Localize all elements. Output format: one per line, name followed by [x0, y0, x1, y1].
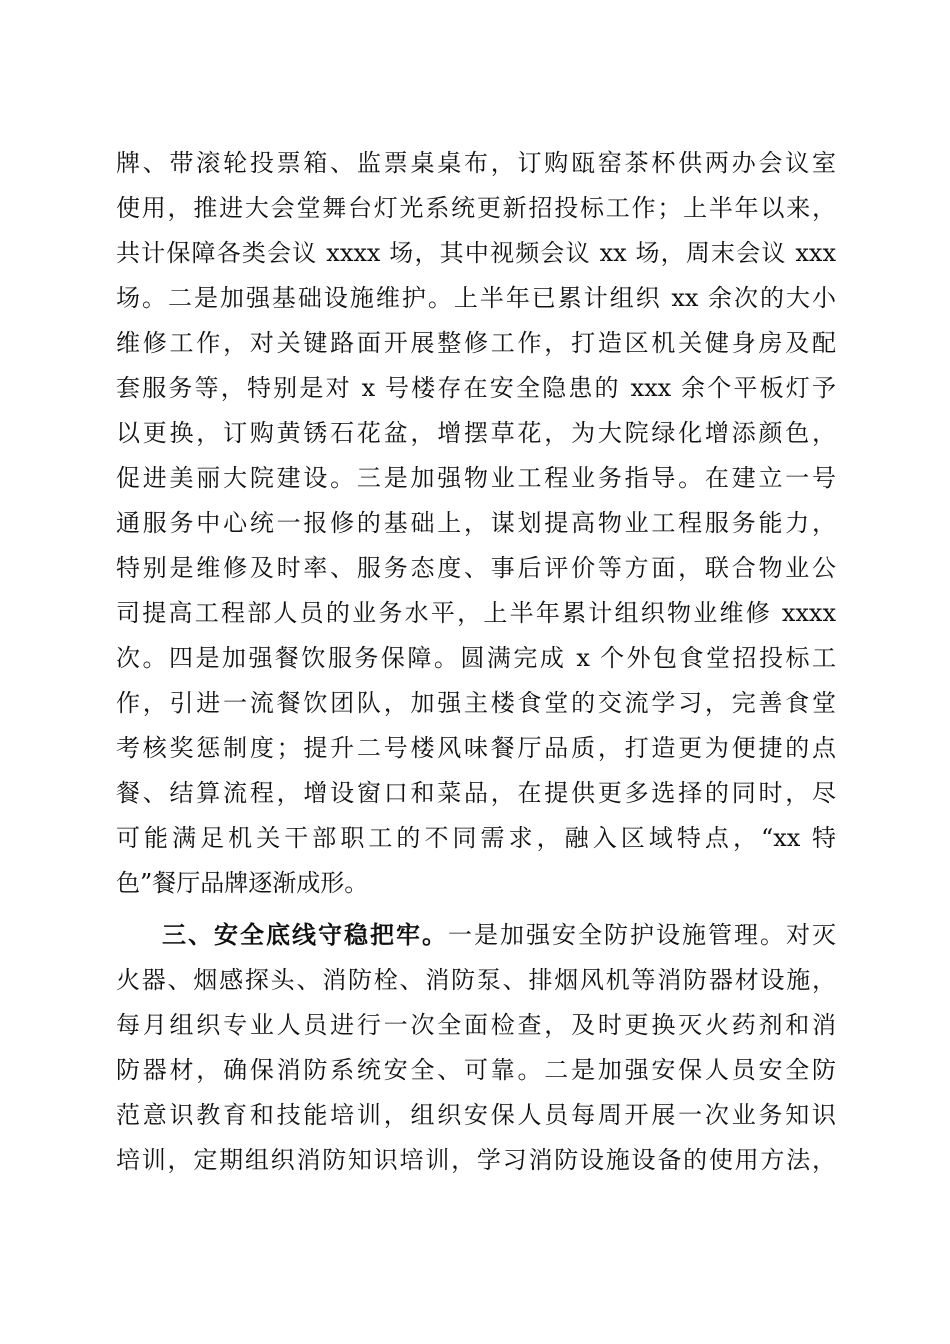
paragraph-2-line-3: 每月组织专业人员进行一次全面检查，及时更换灭火药剂和消	[116, 1011, 836, 1039]
paragraph-1-line-3: 共计保障各类会议 xxxx 场，其中视频会议 xx 场，周末会议 xxx	[116, 239, 836, 267]
paragraph-1-line-1: 牌、带滚轮投票箱、监票桌桌布，订购瓯窑茶杯供两办会议室	[116, 149, 836, 177]
paragraph-1-line-16: 可能满足机关干部职工的不同需求，融入区域特点，“xx 特	[116, 824, 836, 852]
paragraph-1-line-8: 促进美丽大院建设。三是加强物业工程业务指导。在建立一号	[116, 464, 836, 492]
paragraph-2-line-1-text: 一是加强安全防护设施管理。对灭	[448, 921, 836, 949]
paragraph-1-line-14: 考核奖惩制度；提升二号楼风味餐厅品质，打造更为便捷的点	[116, 734, 836, 762]
paragraph-1-line-9: 通服务中心统一报修的基础上，谋划提高物业工程服务能力，	[116, 509, 836, 537]
paragraph-2-line-4: 防器材，确保消防系统安全、可靠。二是加强安保人员安全防	[116, 1056, 836, 1084]
paragraph-1-line-5: 维修工作，对关键路面开展整修工作，打造区机关健身房及配	[116, 329, 836, 357]
paragraph-1-line-6: 套服务等，特别是对 x 号楼存在安全隐患的 xxx 余个平板灯予	[116, 374, 836, 402]
paragraph-2-line-6: 培训，定期组织消防知识培训，学习消防设施设备的使用方法，	[116, 1146, 836, 1174]
section-heading: 三、安全底线守稳把牢。	[162, 920, 448, 949]
paragraph-1-line-2: 使用，推进大会堂舞台灯光系统更新招投标工作；上半年以来，	[116, 194, 836, 222]
paragraph-1-line-11: 司提高工程部人员的业务水平，上半年累计组织物业维修 xxxx	[116, 599, 836, 627]
paragraph-2-line-1	[162, 913, 836, 957]
paragraph-1-line-4: 场。二是加强基础设施维护。上半年已累计组织 xx 余次的大小	[116, 284, 836, 312]
paragraph-1-line-15: 餐、结算流程，增设窗口和菜品，在提供更多选择的同时，尽	[116, 779, 836, 807]
paragraph-1-line-17: 色”餐厅品牌逐渐成形。	[116, 869, 369, 897]
paragraph-1-line-10: 特别是维修及时率、服务态度、事后评价等方面，联合物业公	[116, 554, 836, 582]
paragraph-2-line-2: 火器、烟感探头、消防栓、消防泵、排烟风机等消防器材设施，	[116, 966, 836, 994]
paragraph-1-line-13: 作，引进一流餐饮团队，加强主楼食堂的交流学习，完善食堂	[116, 689, 836, 717]
paragraph-1-line-7: 以更换，订购黄锈石花盆，增摆草花，为大院绿化增添颜色，	[116, 419, 836, 447]
paragraph-2-line-5: 范意识教育和技能培训，组织安保人员每周开展一次业务知识	[116, 1101, 836, 1129]
paragraph-1-line-12: 次。四是加强餐饮服务保障。圆满完成 x 个外包食堂招投标工	[116, 644, 836, 672]
